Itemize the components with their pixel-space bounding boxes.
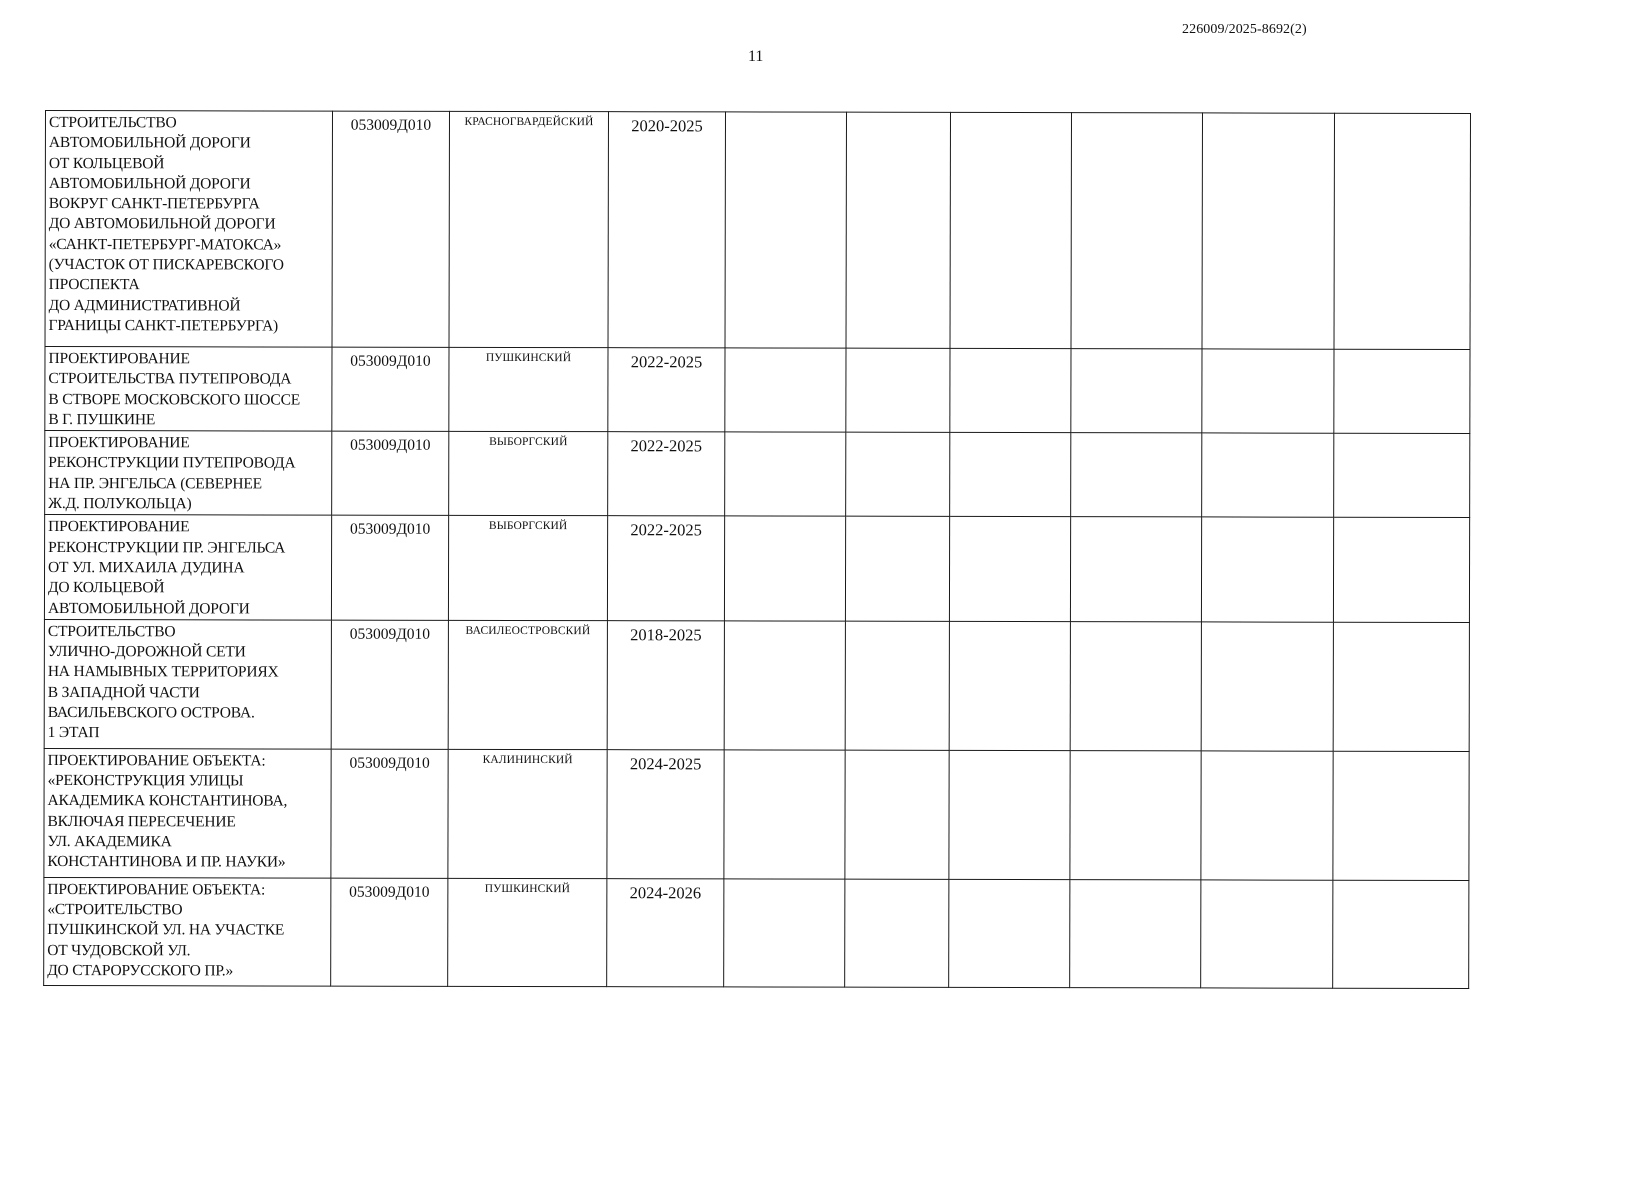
district-cell: КРАСНОГВАРДЕЙСКИЙ [449,111,608,347]
code-cell: 053009Д010 [331,515,448,620]
empty-cell [1071,113,1202,349]
table-row [44,619,1469,751]
empty-cell [846,112,950,348]
table-row [45,431,1470,518]
empty-cell [949,517,1070,622]
district-cell: ВАСИЛЕОСТРОВСКИЙ [448,620,607,749]
empty-cell [949,879,1070,987]
code-cell: 053009Д010 [332,111,449,347]
empty-cell [724,621,845,750]
object-name-cell: ПРОЕКТИРОВАНИЕ ОБЪЕКТА: «СТРОИТЕЛЬСТВО ПУШКИНСКОЙ УЛ. НА УЧАСТКЕ ОТ ЧУДОВСКОЙ УЛ. ДО СТАРОРУССКОГО ПР.» [44,877,331,986]
empty-cell [846,348,950,432]
empty-cell [1202,349,1334,433]
empty-cell [1070,622,1201,751]
empty-cell [725,112,846,348]
empty-cell [1070,517,1201,622]
object-name-cell: ПРОЕКТИРОВАНИЕ РЕКОНСТРУКЦИИ ПУТЕПРОВОДА НА ПР. ЭНГЕЛЬСА (СЕВЕРНЕЕ Ж.Д. ПОЛУКОЛЬЦА) [45,431,332,516]
district-cell: ВЫБОРГСКИЙ [448,516,607,621]
page-number: 11 [748,48,764,65]
empty-cell [1070,751,1201,880]
period-cell: 2024-2026 [607,879,724,987]
empty-cell [724,750,845,879]
district-cell: ПУШКИНСКИЙ [448,878,607,986]
period-cell: 2022-2025 [608,432,725,516]
empty-cell [1333,880,1469,988]
object-name-cell: СТРОИТЕЛЬСТВО УЛИЧНО-ДОРОЖНОЙ СЕТИ НА НАМЫВНЫХ ТЕРРИТОРИЯХ В ЗАПАДНОЙ ЧАСТИ ВАСИЛЬЕВСКОГО ОСТРОВА. 1 ЭТАП [44,619,331,749]
empty-cell [845,517,949,622]
empty-cell [1334,113,1470,349]
table-row [44,515,1469,622]
objects-table [43,110,1471,989]
empty-cell [950,433,1071,517]
period-cell: 2020-2025 [608,112,725,348]
code-cell: 053009Д010 [331,878,448,986]
empty-cell [949,621,1070,750]
empty-cell [1202,113,1334,349]
empty-cell [1071,433,1202,517]
empty-cell [1070,880,1201,988]
empty-cell [845,621,949,750]
empty-cell [724,516,845,621]
empty-cell [845,879,949,987]
empty-cell [845,750,949,879]
code-cell: 053009Д010 [331,749,448,878]
district-cell: ВЫБОРГСКИЙ [449,432,608,517]
period-cell: 2022-2025 [607,516,724,621]
empty-cell [846,432,950,516]
district-cell: КАЛИНИНСКИЙ [448,749,607,878]
empty-cell [1201,517,1333,622]
empty-cell [1333,751,1469,880]
code-cell: 053009Д010 [332,347,449,431]
table-row [44,748,1469,880]
object-name-cell: ПРОЕКТИРОВАНИЕ СТРОИТЕЛЬСТВА ПУТЕПРОВОДА В СТВОРЕ МОСКОВСКОГО ШОССЕ В Г. ПУШКИНЕ [45,347,332,432]
period-cell: 2018-2025 [607,621,724,750]
period-cell: 2022-2025 [608,348,725,432]
object-name-cell: ПРОЕКТИРОВАНИЕ ОБЪЕКТА: «РЕКОНСТРУКЦИЯ УЛИЦЫ АКАДЕМИКА КОНСТАНТИНОВА, ВКЛЮЧАЯ ПЕРЕСЕЧЕНИЕ УЛ. АКАДЕМИКА КОНСТАНТИНОВА И ПР. НАУКИ» [44,748,331,878]
empty-cell [950,112,1071,348]
empty-cell [1333,622,1469,751]
empty-cell [724,879,845,987]
object-name-cell: СТРОИТЕЛЬСТВО АВТОМОБИЛЬНОЙ ДОРОГИ ОТ КОЛЬЦЕВОЙ АВТОМОБИЛЬНОЙ ДОРОГИ ВОКРУГ САНКТ-ПЕТЕРБУРГА ДО АВТОМОБИЛЬНОЙ ДОРОГИ «САНКТ-ПЕТЕРБУРГ-МАТОКСА» (УЧАСТОК ОТ ПИСКАРЕВСКОГО ПРОСПЕКТА ДО АДМИНИСТРАТИВНОЙ ГРАНИЦЫ САНКТ-ПЕТЕРБУРГА) [45,111,332,348]
object-name-cell: ПРОЕКТИРОВАНИЕ РЕКОНСТРУКЦИИ ПР. ЭНГЕЛЬСА ОТ УЛ. МИХАИЛА ДУДИНА ДО КОЛЬЦЕВОЙ АВТОМОБИЛЬНОЙ ДОРОГИ [44,515,331,620]
empty-cell [725,348,846,432]
empty-cell [1201,880,1333,988]
table-row [45,347,1470,434]
empty-cell [1201,622,1333,751]
document-number: 226009/2025-8692(2) [1182,22,1307,37]
empty-cell [1202,433,1334,517]
empty-cell [1333,518,1469,623]
table-row [44,877,1469,988]
empty-cell [1201,751,1333,880]
empty-cell [1071,349,1202,433]
code-cell: 053009Д010 [332,431,449,515]
period-cell: 2024-2025 [607,750,724,879]
empty-cell [1334,433,1470,517]
empty-cell [1334,349,1470,433]
code-cell: 053009Д010 [331,620,448,749]
district-cell: ПУШКИНСКИЙ [449,347,608,432]
empty-cell [949,750,1070,879]
empty-cell [950,348,1071,432]
empty-cell [725,432,846,516]
table-row [45,111,1470,350]
